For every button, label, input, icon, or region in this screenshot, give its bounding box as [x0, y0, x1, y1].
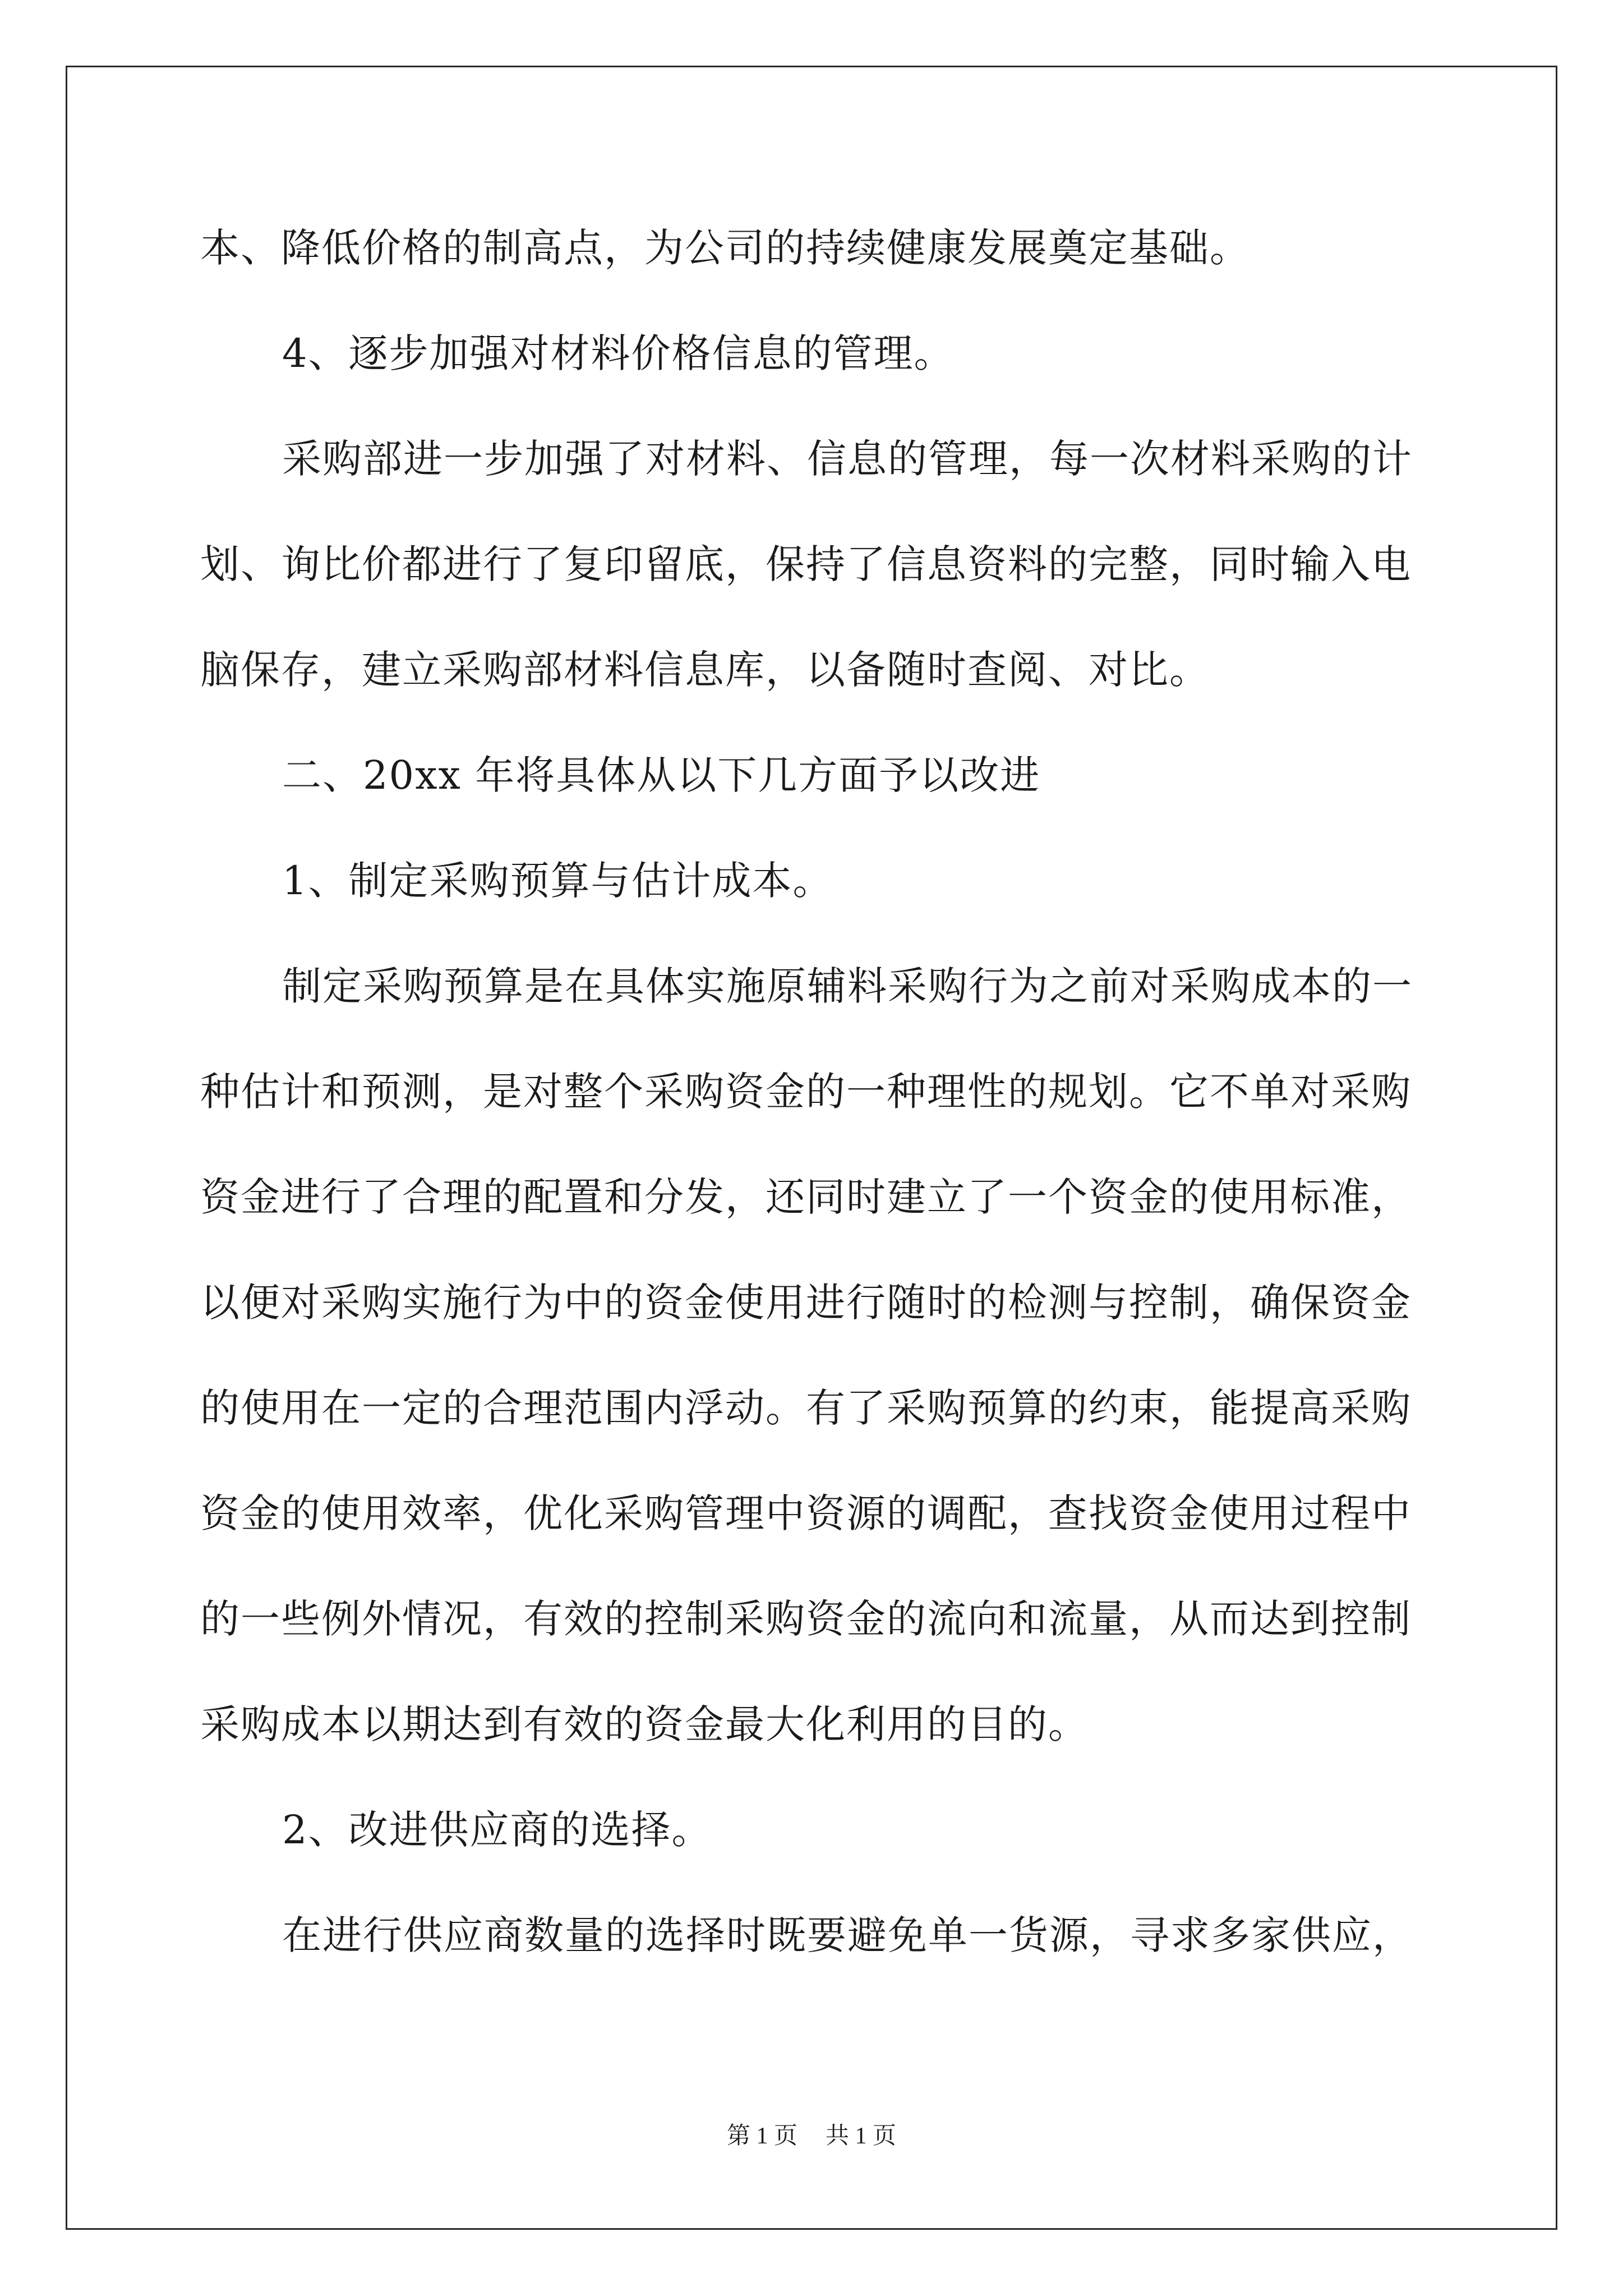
- text-line: 制定采购预算是在具体实施原辅料采购行为之前对采购成本的一: [282, 963, 1413, 1009]
- text-line: 本、降低价格的制高点，为公司的持续健康发展奠定基础。: [200, 225, 1250, 271]
- page-footer: [0, 2119, 1623, 2153]
- section-heading: 4、逐步加强对材料价格信息的管理。: [282, 330, 955, 376]
- section-heading: 1、制定采购预算与估计成本。: [282, 858, 833, 904]
- text-line: 的一些例外情况，有效的控制采购资金的流向和流量，从而达到控制: [200, 1596, 1412, 1642]
- text-line: 采购部进一步加强了对材料、信息的管理，每一次材料采购的计: [282, 436, 1413, 482]
- text-line: 划、询比价都进行了复印留底，保持了信息资料的完整，同时输入电: [200, 541, 1412, 587]
- section-heading: 2、改进供应商的选择。: [282, 1807, 712, 1853]
- page-number-total: 共 1 页: [826, 2123, 897, 2149]
- text-line: 采购成本以期达到有效的资金最大化利用的目的。: [200, 1701, 1089, 1747]
- text-line: 在进行供应商数量的选择时既要避免单一货源，寻求多家供应，: [282, 1912, 1413, 1958]
- text-line: 资金的使用效率，优化采购管理中资源的调配，查找资金使用过程中: [200, 1490, 1412, 1536]
- text-line: 的使用在一定的合理范围内浮动。有了采购预算的约束，能提高采购: [200, 1385, 1412, 1431]
- text-line: 以便对采购实施行为中的资金使用进行随时的检测与控制，确保资金: [200, 1280, 1412, 1326]
- text-line: 种估计和预测，是对整个采购资金的一种理性的规划。它不单对采购: [200, 1069, 1412, 1115]
- text-line: 资金进行了合理的配置和分发，还同时建立了一个资金的使用标准，: [200, 1174, 1412, 1220]
- page-number-current: 第 1 页: [726, 2123, 797, 2149]
- section-heading: 二、20xx 年将具体从以下几方面予以改进: [282, 752, 1041, 798]
- text-line: 脑保存，建立采购部材料信息库，以备随时查阅、对比。: [200, 647, 1210, 693]
